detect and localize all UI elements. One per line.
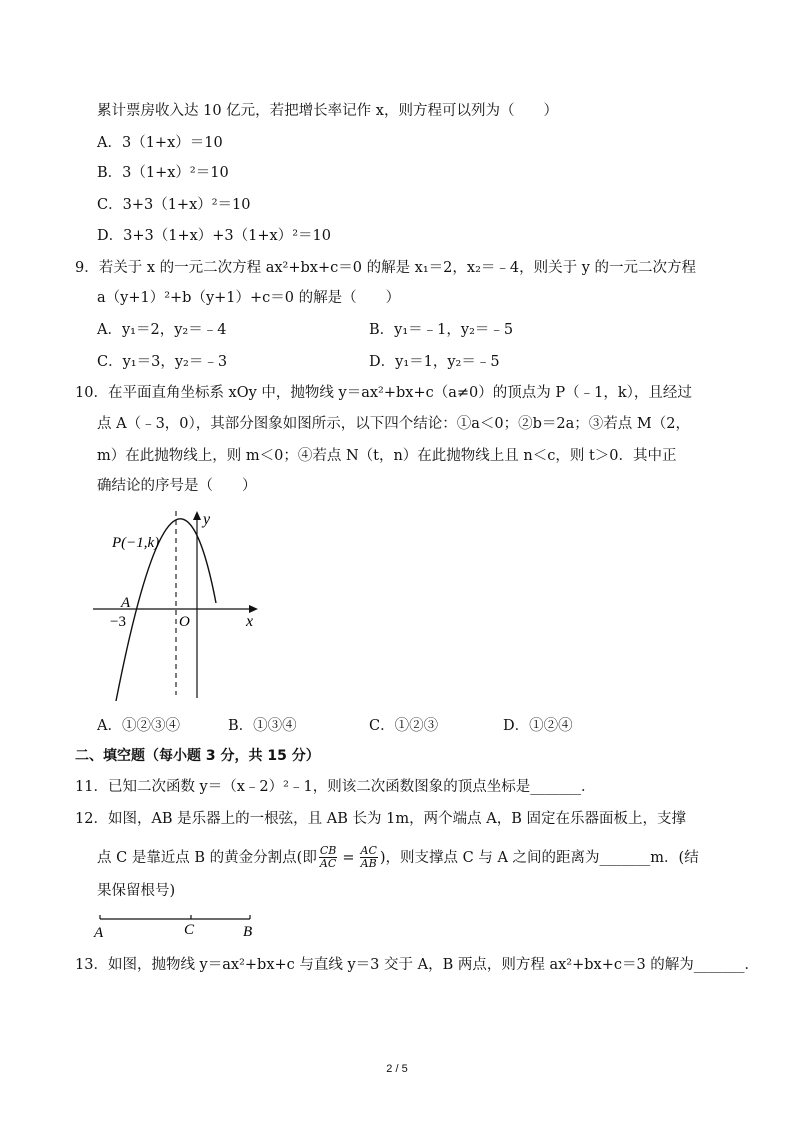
x-axis-label: x	[246, 613, 254, 630]
q10-line4: 确结论的序号是（ ）	[97, 478, 257, 494]
q10-option-b: B．①③④	[228, 718, 297, 734]
origin-label: O	[179, 614, 190, 630]
q10-option-a: A．①②③④	[97, 718, 180, 734]
x-axis-arrow	[249, 605, 258, 613]
fraction-ac-numerator: AC	[360, 844, 377, 857]
fraction-ac-ab	[360, 845, 378, 870]
q9-option-a: A．y₁＝2，y₂＝﹣4	[97, 322, 227, 338]
q11-text: 11．已知二次函数 y＝（x﹣2）²﹣1，则该二次函数图象的顶点坐标是_______．	[75, 779, 596, 795]
vertex-label: P(−1,k)	[112, 535, 160, 551]
q10-line1: 10．在平面直角坐标系 xOy 中，抛物线 y＝ax²+bx+c（a≠0）的顶点为 P（﹣1，k），且经过	[75, 385, 692, 401]
q10-option-c: C．①②③	[369, 718, 439, 734]
q13-text: 13．如图，抛物线 y＝ax²+bx+c 与直线 y＝3 交于 A，B 两点，则方程 ax²+bx+c＝3 的解为_______．	[75, 957, 760, 973]
q12-segment-figure	[90, 910, 265, 942]
q8-stem-tail: 累计票房收入达 10 亿元，若把增长率记作 x，则方程可以列为（ ）	[97, 103, 558, 119]
fraction-ac-denominator: AB	[360, 857, 377, 870]
fraction-cb-denominator: AC	[319, 857, 337, 870]
x-tick-label: −3	[110, 614, 126, 630]
point-a-label: A	[121, 595, 131, 611]
page-number: 2 / 5	[386, 1063, 408, 1075]
label-c: C	[184, 922, 195, 938]
q9-line1: 9．若关于 x 的一元二次方程 ax²+bx+c＝0 的解是 x₁＝2，x₂＝﹣4，则关于 y 的一元二次方程	[75, 260, 697, 276]
label-b: B	[243, 924, 253, 940]
q8-option-a: A．3（1+x）＝10	[97, 135, 223, 151]
q12-line3: 果保留根号)	[97, 883, 176, 899]
q12-line1: 12．如图，AB 是乐器上的一根弦，且 AB 长为 1m，两个端点 A，B 固定在乐器面板上，支撑	[75, 811, 686, 827]
section-title: 二、填空题（每小题 3 分，共 15 分）	[75, 748, 320, 764]
label-a: A	[94, 925, 104, 941]
y-axis-arrow	[193, 511, 201, 520]
q9-option-c: C．y₁＝3，y₂＝﹣3	[97, 354, 228, 370]
q10-option-d: D．①②④	[503, 718, 573, 734]
fraction-cb-ac	[319, 845, 338, 870]
q10-line2: 点 A（﹣3，0），其部分图象如图所示，以下四个结论：①a＜0；②b＝2a；③若点 M（2，	[97, 416, 690, 432]
q12-line2-pre: 点 C 是靠近点 B 的黄金分割点(即	[97, 849, 317, 866]
q9-option-b: B．y₁＝﹣1，y₂＝﹣5	[369, 322, 514, 338]
q8-option-c: C．3+3（1+x）²＝10	[97, 197, 251, 213]
q10-line3: m）在此抛物线上，则 m＜0；④若点 N（t，n）在此抛物线上且 n＜c，则 t＞0．其中正	[97, 448, 677, 464]
fraction-equals: =	[342, 849, 355, 866]
q8-option-d: D．3+3（1+x）+3（1+x）²＝10	[97, 228, 331, 244]
y-axis-label: y	[203, 511, 211, 528]
q10-parabola-graph	[90, 505, 270, 705]
q8-option-b: B．3（1+x）²＝10	[97, 165, 229, 181]
q9-line2: a（y+1）²+b（y+1）+c＝0 的解是（ ）	[97, 290, 401, 306]
q12-line2-post: )，则支撑点 C 与 A 之间的距离为_______m．(结	[379, 849, 699, 866]
fraction-cb-numerator: CB	[319, 844, 337, 857]
q12-line2	[97, 845, 699, 870]
q9-option-d: D．y₁＝1，y₂＝﹣5	[369, 354, 500, 370]
